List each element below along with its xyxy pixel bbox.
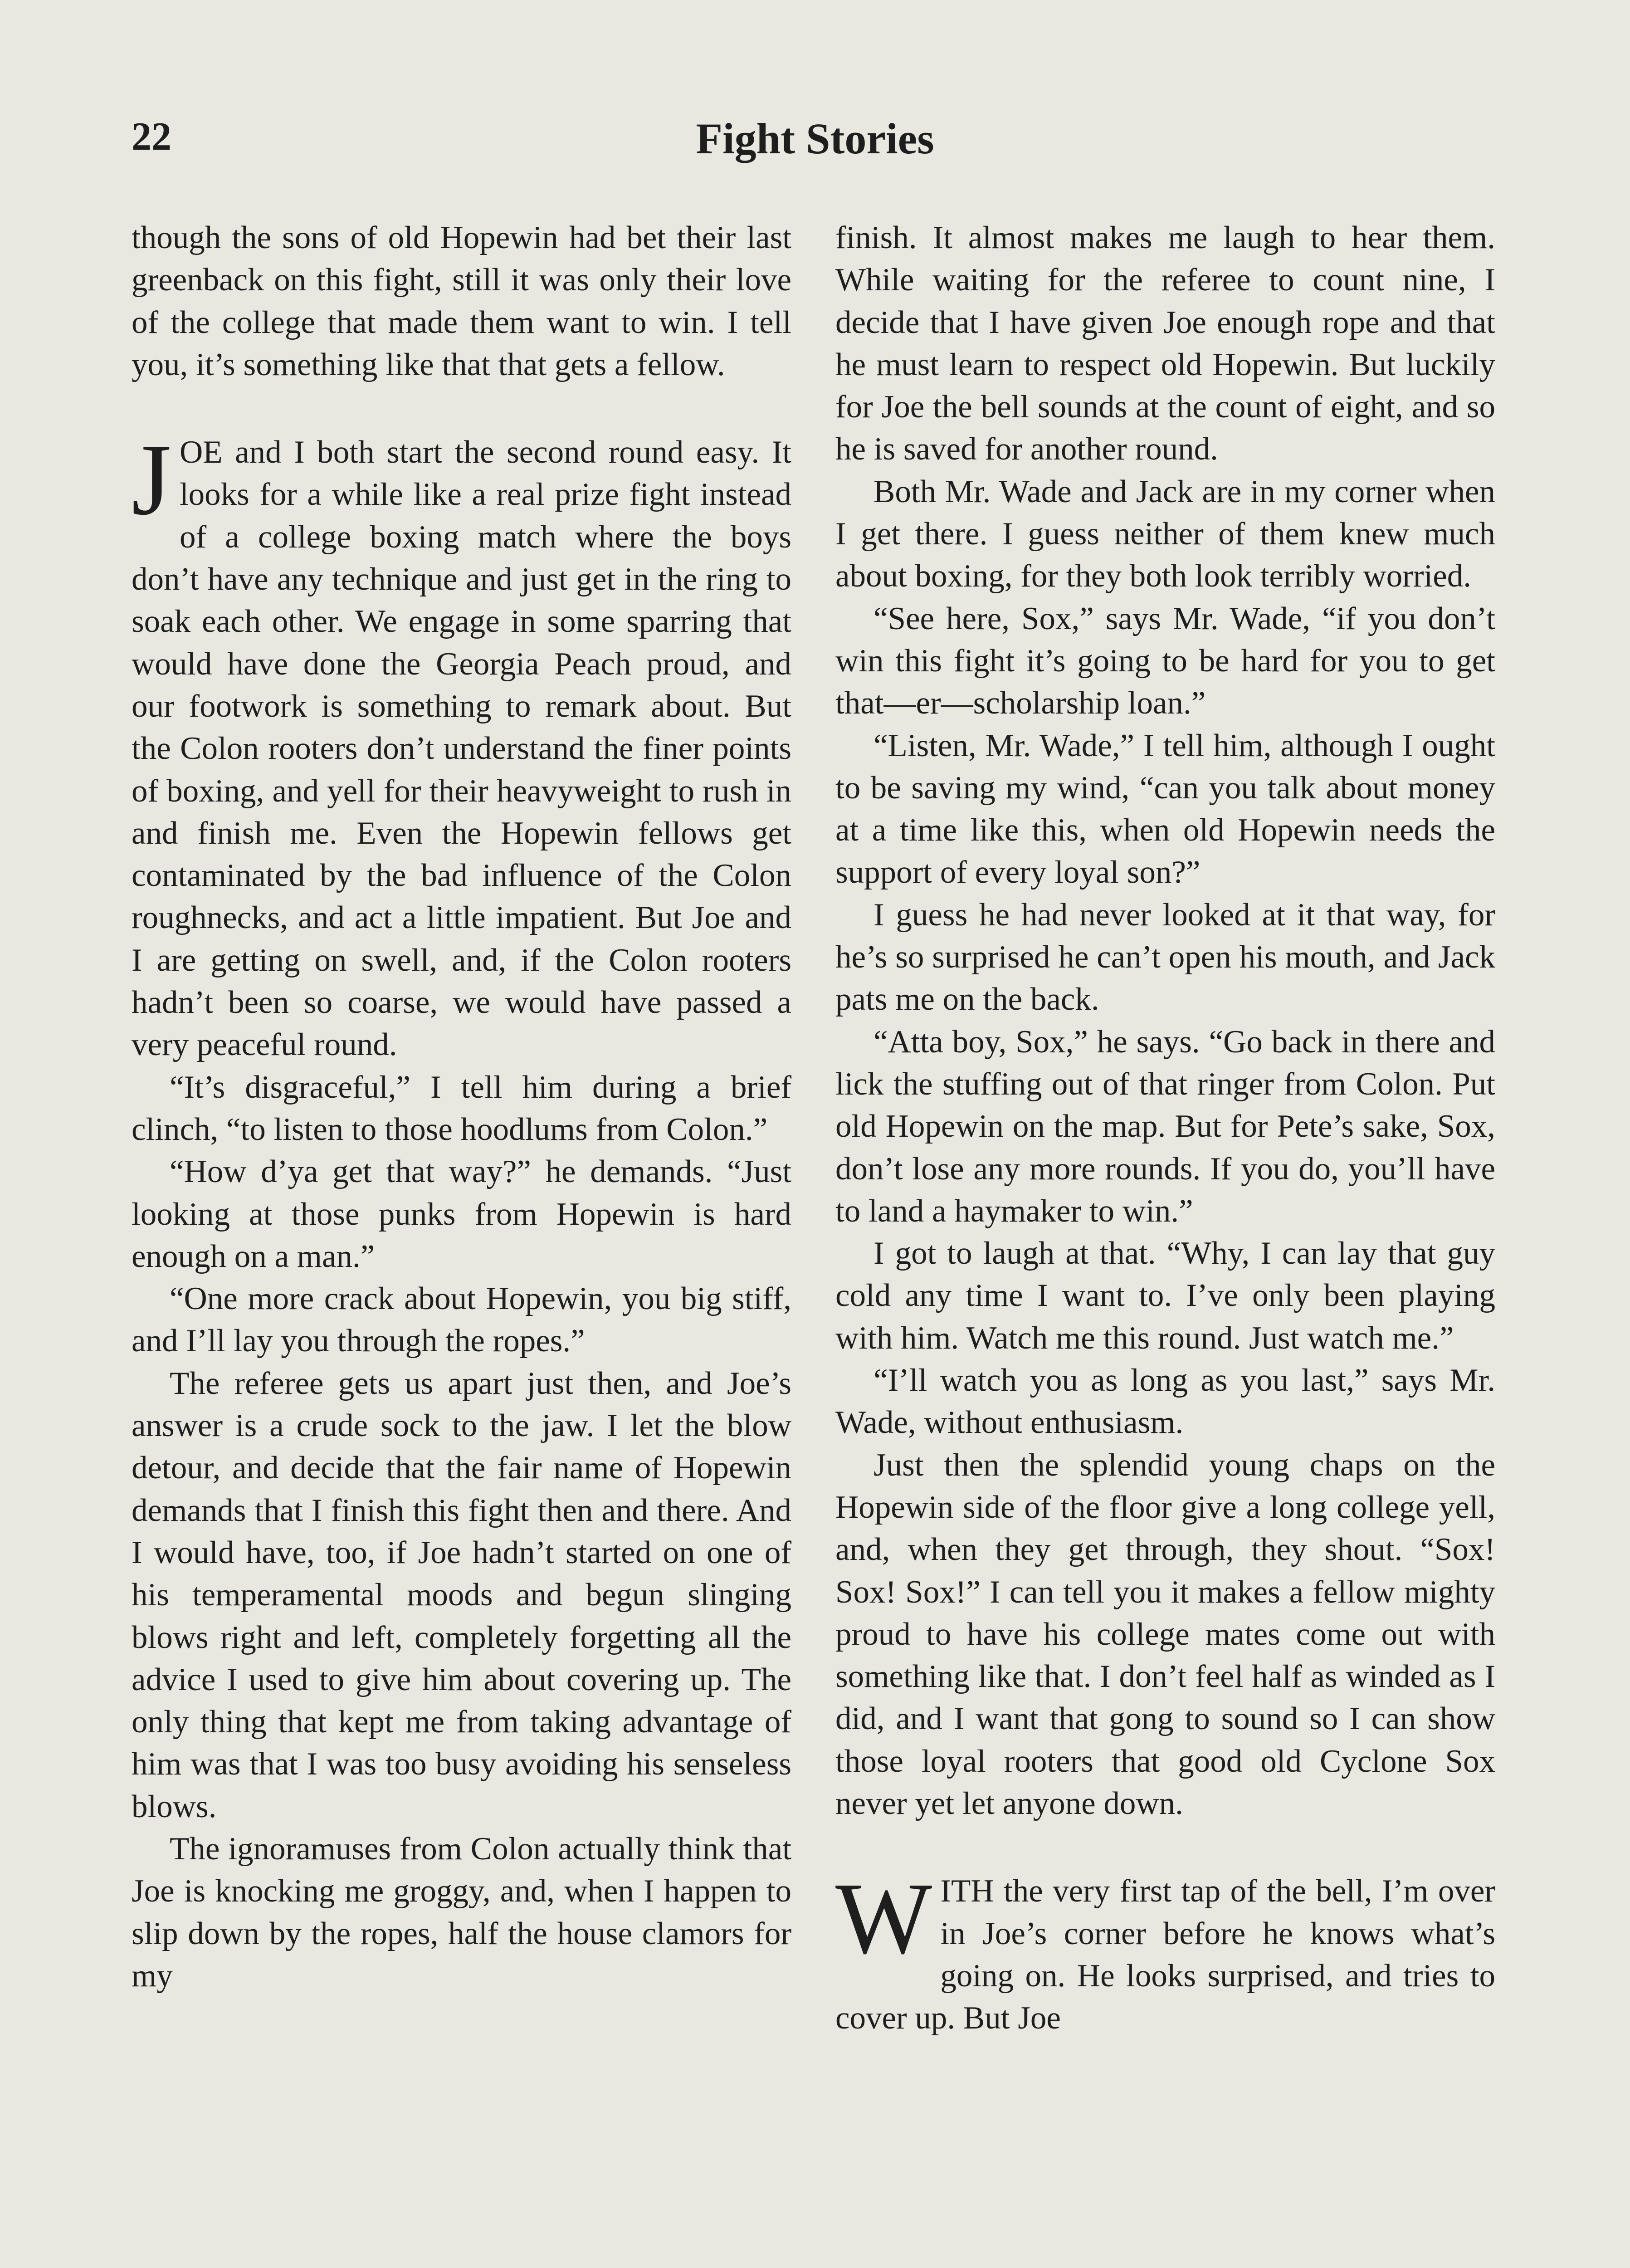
- paragraph: I guess he had never looked at it that way, for he’s so surprised he can’t open his mouth, and Jack pats me on the back.: [835, 897, 1495, 1017]
- paragraph: “How d’ya get that way?” he demands. “Just looking at those punks from Hopewin is hard enough on a man.”: [132, 1154, 791, 1274]
- paragraph: I got to laugh at that. “Why, I can lay that guy cold any time I want to. I’ve only been playing with him. Watch me this round. Just watch me.”: [835, 1236, 1495, 1356]
- page-number: 22: [132, 115, 171, 159]
- section-paragraph: [132, 423, 791, 1066]
- paragraph: “I’ll watch you as long as you last,” says Mr. Wade, without enthusiasm.: [835, 1363, 1495, 1441]
- paragraph: though the sons of old Hopewin had bet their last greenback on this fight, still it was only their love of the college that made them want to win. I tell you, it’s something like that that gets a fellow.: [132, 220, 791, 382]
- paragraph: “See here, Sox,” says Mr. Wade, “if you don’t win this fight it’s going to be hard for you to get that—er—scholarship loan.”: [835, 601, 1495, 721]
- paragraph: finish. It almost makes me laugh to hear them. While waiting for the referee to count nine, I decide that I have given Joe enough rope and that he must learn to respect old Hopewin. But luckily for Joe the bell sounds at the count of eight, and so he is saved for another round.: [835, 220, 1495, 467]
- section-paragraph: [835, 1862, 1495, 2039]
- running-title: Fight Stories: [696, 114, 934, 163]
- left-column: [132, 217, 791, 1997]
- paragraph: “It’s disgraceful,” I tell him during a brief clinch, “to listen to those hoodlums from Colon.”: [132, 1069, 791, 1147]
- paragraph-text: OE and I both start the second round easy. It looks for a while like a real prize fight instead of a college boxing match where the boys don’t have any technique and just get in the ring to soak each other. We engage in some sparring that would have done the Georgia Peach proud, and our footwork is something to remark about. But the Colon rooters don’t understand the finer points of boxing, and yell for their heavyweight to rush in and finish me. Even the Hopewin fellows get contaminated by the bad influence of the Colon roughnecks, and act a little impatient. But Joe and I are getting on swell, and, if the Colon rooters hadn’t been so coarse, we would have passed a very peaceful round.: [132, 435, 791, 1063]
- drop-cap: J: [132, 423, 171, 537]
- paragraph: Both Mr. Wade and Jack are in my corner when I get there. I guess neither of them knew much about boxing, for they both look terribly worried.: [835, 474, 1495, 594]
- paragraph-text: ITH the very first tap of the bell, I’m over in Joe’s corner before he knows what’s going on. He looks surprised, and tries to cover up. But Joe: [835, 1873, 1495, 2036]
- paragraph: “Listen, Mr. Wade,” I tell him, although I ought to be saving my wind, “can you talk about money at a time like this, when old Hopewin needs the support of every loyal son?”: [835, 728, 1495, 890]
- drop-cap: W: [835, 1862, 932, 1975]
- paragraph: The ignoramuses from Colon actually think that Joe is knocking me groggy, and, when I happen to slip down by the ropes, half the house clamors for my: [132, 1831, 791, 1994]
- paragraph: “Atta boy, Sox,” he says. “Go back in there and lick the stuffing out of that ringer from Colon. Put old Hopewin on the map. But for Pete’s sake, Sox, don’t lose any more rounds. If you do, you’ll have to land a haymaker to win.”: [835, 1024, 1495, 1229]
- right-column: [835, 217, 1495, 2039]
- paragraph: “One more crack about Hopewin, you big stiff, and I’ll lay you through the ropes.”: [132, 1281, 791, 1359]
- paragraph: The referee gets us apart just then, and Joe’s answer is a crude sock to the jaw. I let the blow detour, and decide that the fair name of Hopewin demands that I finish this fight then and there. And I would have, too, if Joe hadn’t started on one of his temperamental moods and begun slinging blows right and left, completely forgetting all the advice I used to give him about covering up. The only thing that kept me from taking advantage of him was that I was too busy avoiding his senseless blows.: [132, 1365, 791, 1824]
- paragraph: Just then the splendid young chaps on the Hopewin side of the floor give a long college yell, and, when they get through, they shout. “Sox! Sox! Sox!” I can tell you it makes a fellow mighty proud to have his college mates come out with something like that. I don’t feel half as winded as I did, and I want that gong to sound so I can show those loyal rooters that good old Cyclone Sox never yet let anyone down.: [835, 1447, 1495, 1821]
